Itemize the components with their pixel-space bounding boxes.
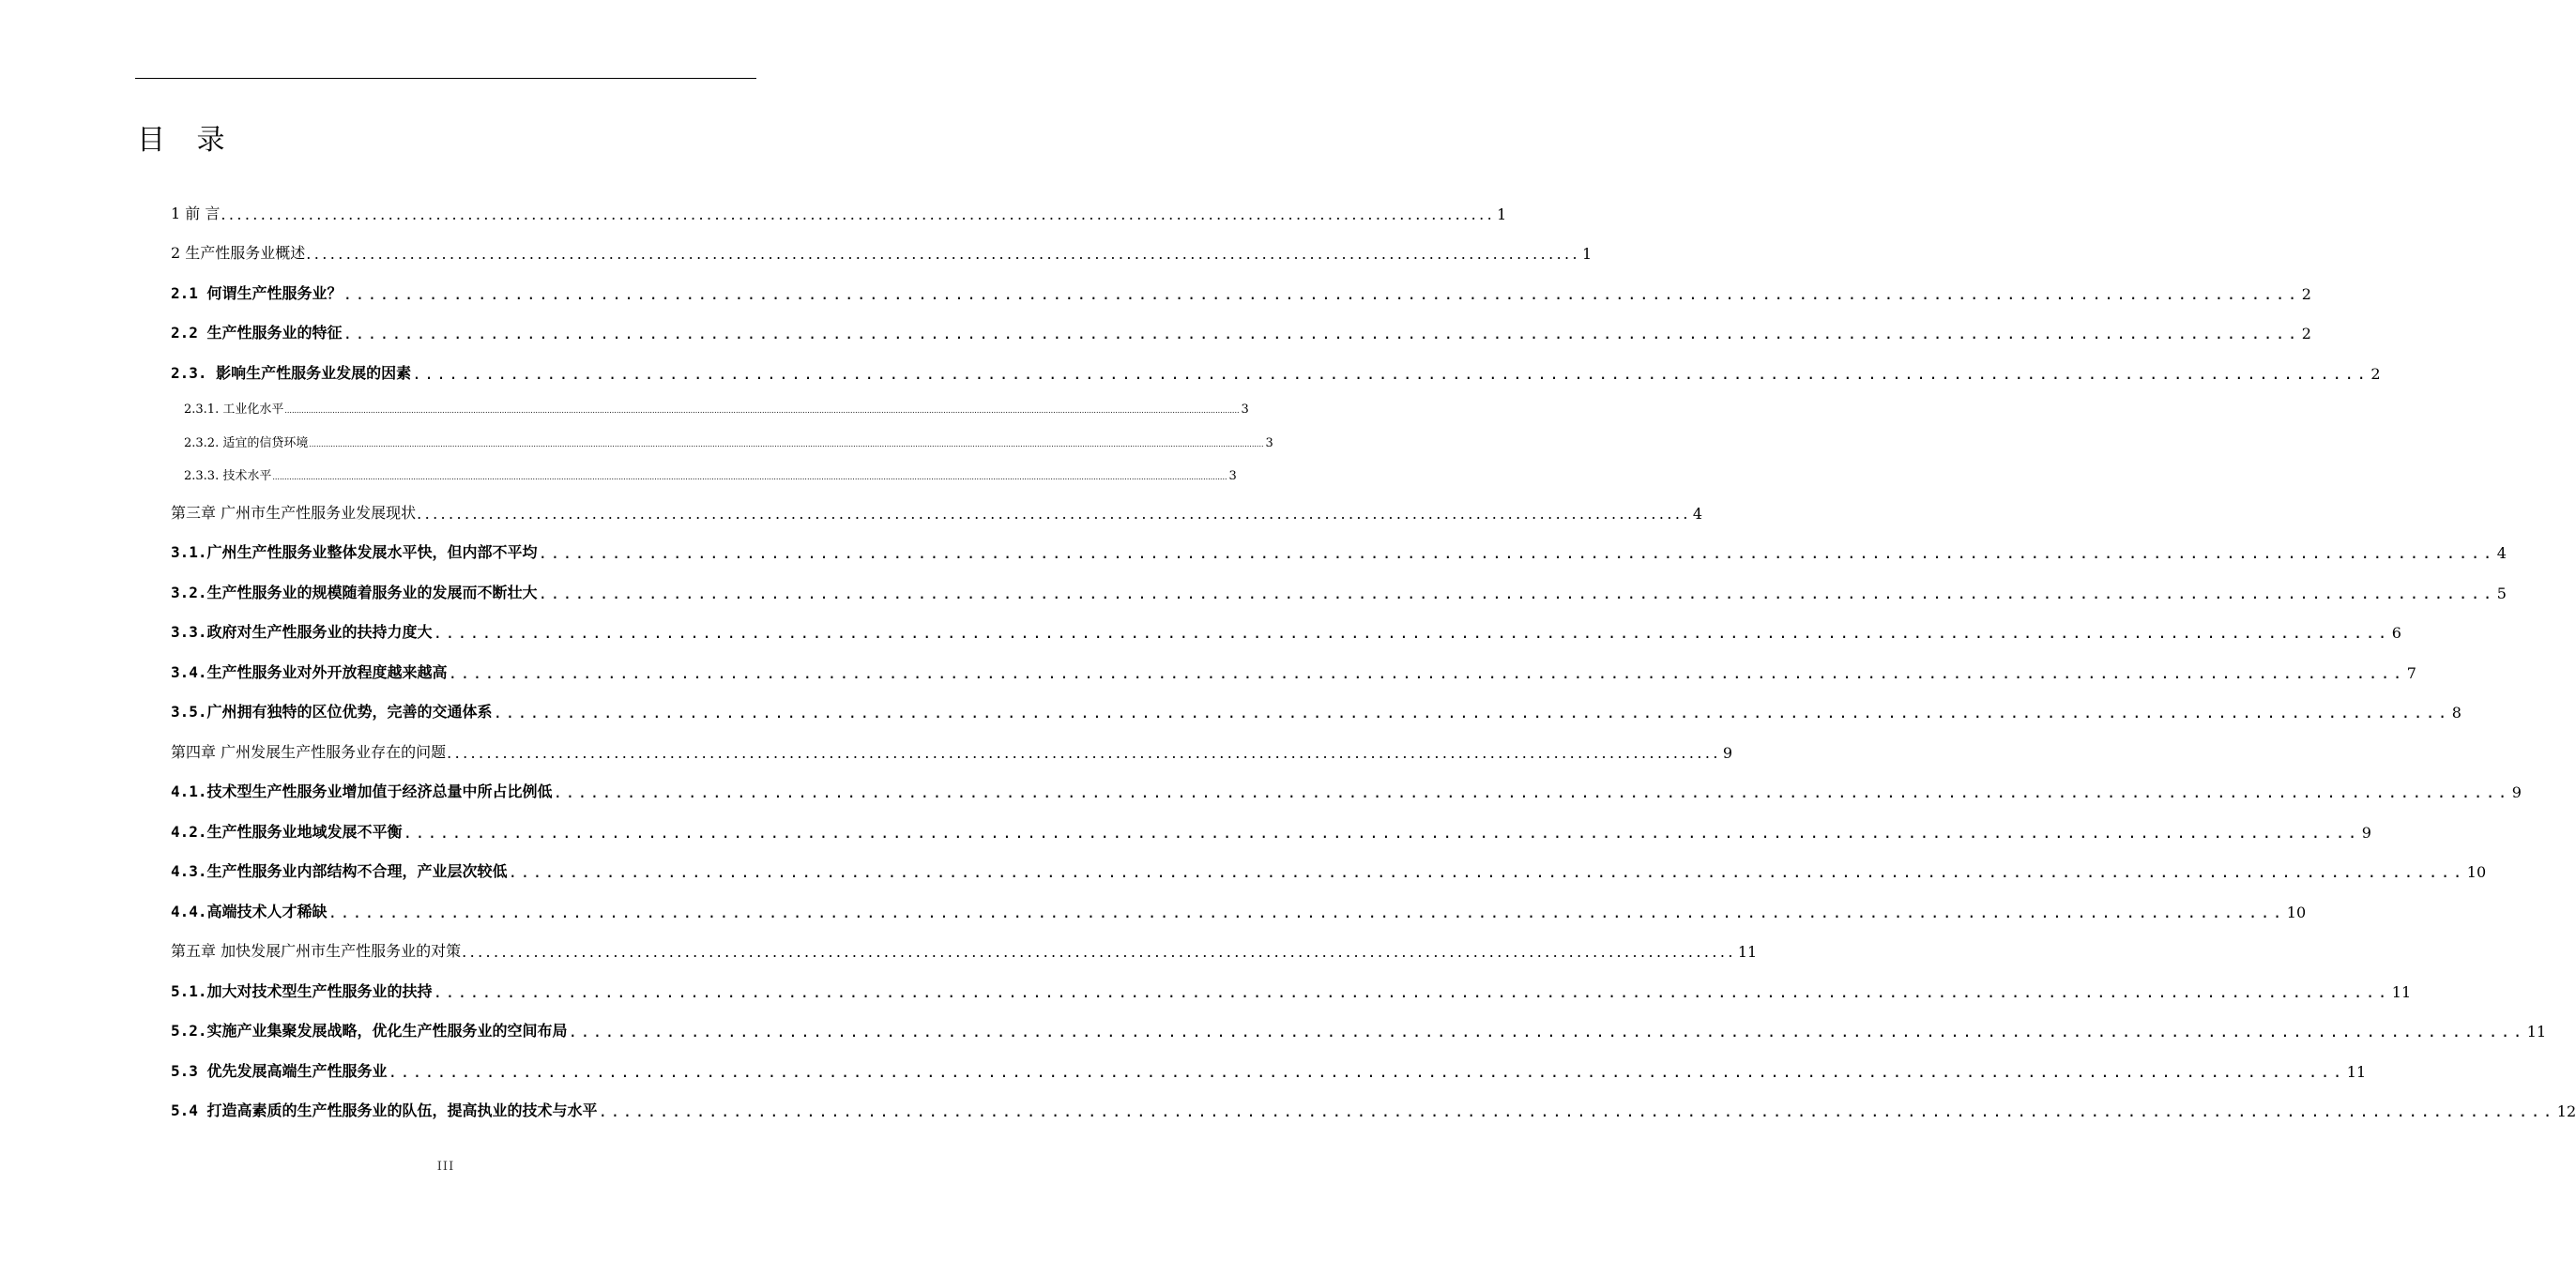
- toc-entry-page: 4: [1692, 504, 1703, 523]
- header-rule: [135, 78, 756, 79]
- toc-entry-label: 3.4.生产性服务业对外开放程度越来越高: [171, 662, 448, 681]
- toc-entry-label: 第四章 广州发展生产性服务业存在的问题: [171, 742, 447, 761]
- toc-entry[interactable]: [171, 890, 2307, 931]
- toc-entry-page: 2: [2301, 325, 2311, 342]
- dot-leader: ................................................................................................................................................................: [493, 704, 2450, 722]
- dot-leader: ................................................................................................................................................................: [306, 245, 1581, 263]
- toc-entry-label: 3.1.广州生产性服务业整体发展水平快，但内部不平均: [171, 543, 538, 561]
- toc-entry-label: 5.4 打造高素质的生产性服务业的队伍，提高执业的技术与水平: [171, 1101, 598, 1119]
- toc-entry[interactable]: [171, 931, 1758, 971]
- toc-entry-label: 2.3.2. 适宜的信贷环境: [184, 435, 309, 450]
- toc-entry-label: 2.3.3. 技术水平: [184, 469, 272, 483]
- toc-entry[interactable]: [171, 272, 2311, 312]
- toc-entry[interactable]: [171, 492, 1703, 532]
- toc-entry-label: 2.1 何谓生产性服务业？: [171, 283, 343, 302]
- dot-leader: ................................................................................................................................................................: [221, 205, 1496, 223]
- dot-leader: ................................................................................................................................................................: [553, 783, 2510, 801]
- toc-entry-label: 5.2.实施产业集聚发展战略，优化生产性服务业的空间布局: [171, 1022, 568, 1040]
- toc-entry[interactable]: [171, 1010, 2547, 1051]
- toc-entry[interactable]: [171, 532, 2507, 572]
- toc-entry-page: 10: [2466, 863, 2487, 881]
- toc-entry-label: 2.3. 影响生产性服务业发展的因素: [171, 363, 412, 382]
- toc-entry-page: 10: [2286, 903, 2307, 921]
- dot-leader: ................................................................................................................................................................: [412, 364, 2370, 383]
- toc-entry-label: 5.3 优先发展高端生产性服务业: [171, 1061, 388, 1080]
- toc-entry-page: 3: [1241, 403, 1249, 417]
- toc-entry-page: 3: [1228, 469, 1237, 483]
- toc-entry-label: 第五章 加快发展广州市生产性服务业的对策: [171, 942, 462, 960]
- toc-entry-page: 9: [2511, 783, 2522, 801]
- toc-entry[interactable]: [171, 771, 2522, 812]
- dot-leader: ................................................................................................................................................................: [417, 504, 1691, 523]
- dot-leader: ................................................................................................................................................................: [433, 982, 2390, 1001]
- dot-leader: ................................................................................................................................................................: [462, 943, 1736, 961]
- toc-entry-page: 9: [1722, 743, 1733, 762]
- toc-entry-label: 3.3.政府对生产性服务业的扶持力度大: [171, 623, 433, 641]
- dot-leader: ................................................................................................................................................................: [343, 284, 2300, 303]
- toc-entry-label: 2.2 生产性服务业的特征: [171, 324, 343, 342]
- toc-entry[interactable]: [171, 192, 1507, 233]
- toc-entry[interactable]: [171, 392, 1249, 426]
- dot-leader: ................................................................................................................................................................: [433, 624, 2390, 642]
- toc-entry[interactable]: [171, 691, 2462, 732]
- dot-leader: ................................................................................................................................................................................................................................................................................................................................................................................................................: [272, 473, 1227, 481]
- dot-leader: ................................................................................................................................................................................................................................................................................................................................................................................................................: [309, 439, 1264, 448]
- toc-entry-page: 8: [2451, 704, 2462, 722]
- toc-entry[interactable]: [171, 731, 1733, 771]
- toc-entry[interactable]: [171, 651, 2416, 691]
- toc-entry[interactable]: [171, 1050, 2367, 1090]
- toc-entry[interactable]: [171, 233, 1593, 273]
- toc-entry[interactable]: [171, 459, 1237, 493]
- toc-entry-label: 4.4.高端技术人才稀缺: [171, 902, 328, 920]
- toc-entry-page: 7: [2406, 663, 2416, 682]
- toc-entry[interactable]: [171, 1090, 2576, 1131]
- toc-entry[interactable]: [171, 312, 2311, 353]
- toc-entry-label: 4.1.技术型生产性服务业增加值于经济总量中所占比例低: [171, 782, 553, 800]
- toc-entry[interactable]: [171, 851, 2487, 891]
- dot-leader: ................................................................................................................................................................: [538, 544, 2495, 562]
- toc-entry-page: 1: [1582, 245, 1593, 263]
- toc-entry[interactable]: [171, 425, 1273, 459]
- toc-entry[interactable]: [171, 970, 2412, 1010]
- toc-entry-label: 1 前 言: [171, 204, 221, 222]
- toc-entry-page: 11: [2526, 1023, 2547, 1041]
- dot-leader: ................................................................................................................................................................: [447, 743, 1721, 762]
- dot-leader: ................................................................................................................................................................: [328, 903, 2285, 921]
- page-title: 目 录: [137, 124, 236, 157]
- dot-leader: ................................................................................................................................................................: [538, 584, 2495, 602]
- dot-leader: ................................................................................................................................................................................................................................................................................................................................................................................................................: [284, 406, 1240, 415]
- toc-entry-label: 4.3.生产性服务业内部结构不合理，产业层次较低: [171, 862, 508, 880]
- toc-entry-page: 9: [2361, 823, 2371, 842]
- dot-leader: ................................................................................................................................................................: [343, 325, 2300, 342]
- toc-entry-page: 11: [2391, 982, 2412, 1001]
- toc-entry-page: 12: [2556, 1102, 2576, 1120]
- toc-entry[interactable]: [171, 571, 2507, 612]
- toc-entry-label: 2 生产性服务业概述: [171, 244, 306, 262]
- dot-leader: ................................................................................................................................................................: [568, 1023, 2525, 1041]
- toc-entry-label: 5.1.加大对技术型生产性服务业的扶持: [171, 981, 433, 1000]
- toc-entry-label: 第三章 广州市生产性服务业发展现状: [171, 503, 417, 522]
- toc-entry-page: 11: [1737, 943, 1758, 961]
- toc-entry-page: 2: [2301, 284, 2311, 303]
- toc-entry-page: 11: [2346, 1062, 2367, 1081]
- dot-leader: ................................................................................................................................................................: [508, 863, 2465, 881]
- toc-entry-page: 5: [2496, 584, 2507, 602]
- dot-leader: ................................................................................................................................................................: [598, 1102, 2555, 1120]
- toc-entry[interactable]: [171, 612, 2401, 652]
- toc-entry[interactable]: [171, 811, 2371, 851]
- dot-leader: ................................................................................................................................................................: [403, 823, 2360, 842]
- toc-entry-page: 3: [1265, 435, 1273, 450]
- toc-entry-page: 4: [2496, 544, 2507, 562]
- toc-entry-label: 4.2.生产性服务业地域发展不平衡: [171, 822, 403, 841]
- toc-entry-page: 6: [2391, 624, 2401, 642]
- page-number-footer: III: [436, 1160, 455, 1174]
- toc-entry-label: 3.5.广州拥有独特的区位优势，完善的交通体系: [171, 703, 493, 721]
- toc-entry-label: 3.2.生产性服务业的规模随着服务业的发展而不断壮大: [171, 583, 538, 601]
- toc-entry-page: 2: [2370, 364, 2381, 383]
- toc-entry[interactable]: [171, 352, 2381, 392]
- toc-entry-page: 1: [1497, 205, 1507, 223]
- dot-leader: ................................................................................................................................................................: [448, 663, 2405, 682]
- table-of-contents: [171, 192, 2576, 1130]
- dot-leader: ................................................................................................................................................................: [388, 1062, 2345, 1081]
- toc-entry-label: 2.3.1. 工业化水平: [184, 403, 284, 417]
